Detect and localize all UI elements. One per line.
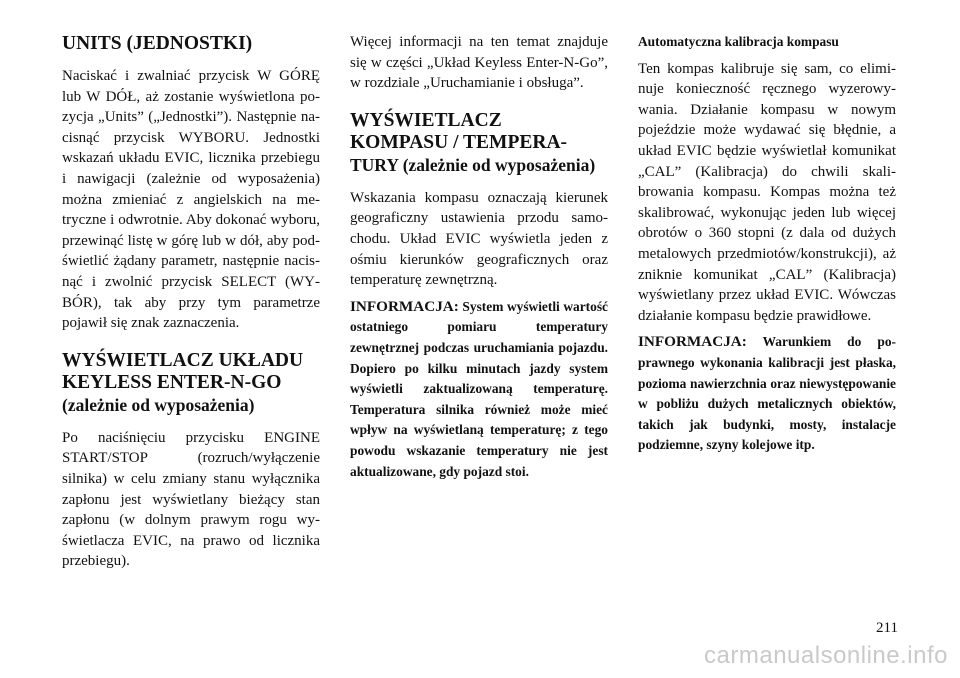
calibration-note-label: INFORMACJA: [638, 333, 747, 351]
calibration-note-text: Warunkiem do poprawnego wykonania kalibracji jest płaska, pozioma nawierzchnia oraz niewystępowanie w pobliżu dużych metalicznych obiektów, takich jak budynki, mosty, instalacje podziemne, szyny kolejowe itp. [638, 334, 896, 453]
keyless-heading-line2: KEYLESS ENTER-N-GO [62, 371, 282, 393]
keyless-heading-line1: WYŚWIETLACZ UKŁADU [62, 349, 304, 371]
units-paragraph: Naciskać i zwalniać przycisk W GÓRĘ lub W DÓŁ, aż zostanie wyświetlona pozycja „Units” („Jednostki”). Następnie nacisnąć przycisk WYBORU. Jednostki wskazań układu EVIC, licznika przebiegu i nawigacji (zależnie od wyposażenia) można zmieniać z angielskich na metryczne i odwrotnie. Aby dokonać wyboru, przewinąć listę w górę lub w dół, aby podświetlić żądany parametr, następnie nacisnąć i zwolnić przycisk SELECT (WYBÓR), tak aby przy tym parametrze pojawił się znak zaznaczenia. [62, 68, 320, 332]
column-right [638, 32, 896, 456]
column-left [62, 32, 320, 572]
compass-note-text: System wyświetli wartość ostatniego pomiaru temperatury zewnętrznej podczas uruchamiania pojazdu. Dopiero po kilku minutach jazdy system wyświetli zaktualizowaną temperaturę. Temperatura silnika również może mieć wpływ na wyświetlaną temperaturę; z tego powodu wskazanie temperatury nie jest aktualizowane, gdy pojazd stoi. [350, 298, 608, 479]
compass-heading-line1: WYŚWIETLACZ [350, 109, 502, 131]
calibration-note [638, 332, 896, 456]
compass-heading-line2: KOMPASU / TEMPERA- [350, 131, 568, 153]
calibration-paragraph: Ten kompas kalibruje się sam, co eliminuje konieczność ręcznego wyzerowywania. Działanie kompasu w nowym pojeździe może wydawać się błędnie, a układ EVIC będzie wyświetlał komunikat „CAL” (Kalibracja) do chwili skalibrowania kompasu. Kompas można też skalibrować, wykonując jeden lub więcej obrotów o 360 stopni (z dala od dużych metalowych przedmiotów/konstrukcji), aż zniknie komunikat „CAL” (Kalibracja) wyświetlany przez układ EVIC. Wówczas działanie kompasu będzie prawidłowe. [638, 60, 896, 324]
calibration-heading: Automatyczna kalibracja kompasu [638, 34, 839, 49]
page-number: 211 [876, 620, 898, 636]
more-info-paragraph: Więcej informacji na ten temat znajduje się w części „Układ Keyless Enter-N-Go”, w rozdziale „Uruchamianie i obsługa”. [350, 34, 608, 92]
compass-paragraph: Wskazania kompasu oznaczają kierunek geograficzny ustawienia przodu samochodu. Układ EVIC wyświetla jeden z ośmiu kierunków geograficznych oraz temperaturę zewnętrzną. [350, 189, 608, 289]
compass-heading-line3: TURY (zależnie od wyposażenia) [350, 154, 596, 175]
watermark: carmanualsonline.info [704, 642, 948, 669]
keyless-heading [62, 350, 320, 416]
keyless-paragraph: Po naciśnięciu przycisku ENGINE START/STOP (rozruch/wyłączenie silnika) w celu zmiany stanu wyłącznika zapłonu jest wyświetlany bieżący stan zapłonu (w dolnym prawym rogu wyświetlacza EVIC, na prawo od licznika przebiegu). [62, 429, 320, 570]
column-middle [350, 32, 608, 482]
compass-note-label: INFORMACJA: [350, 297, 459, 315]
units-heading: UNITS (JEDNOSTKI) [62, 33, 253, 54]
compass-note [350, 297, 608, 482]
keyless-heading-line3: (zależnie od wyposażenia) [62, 394, 255, 415]
compass-heading [350, 110, 608, 176]
